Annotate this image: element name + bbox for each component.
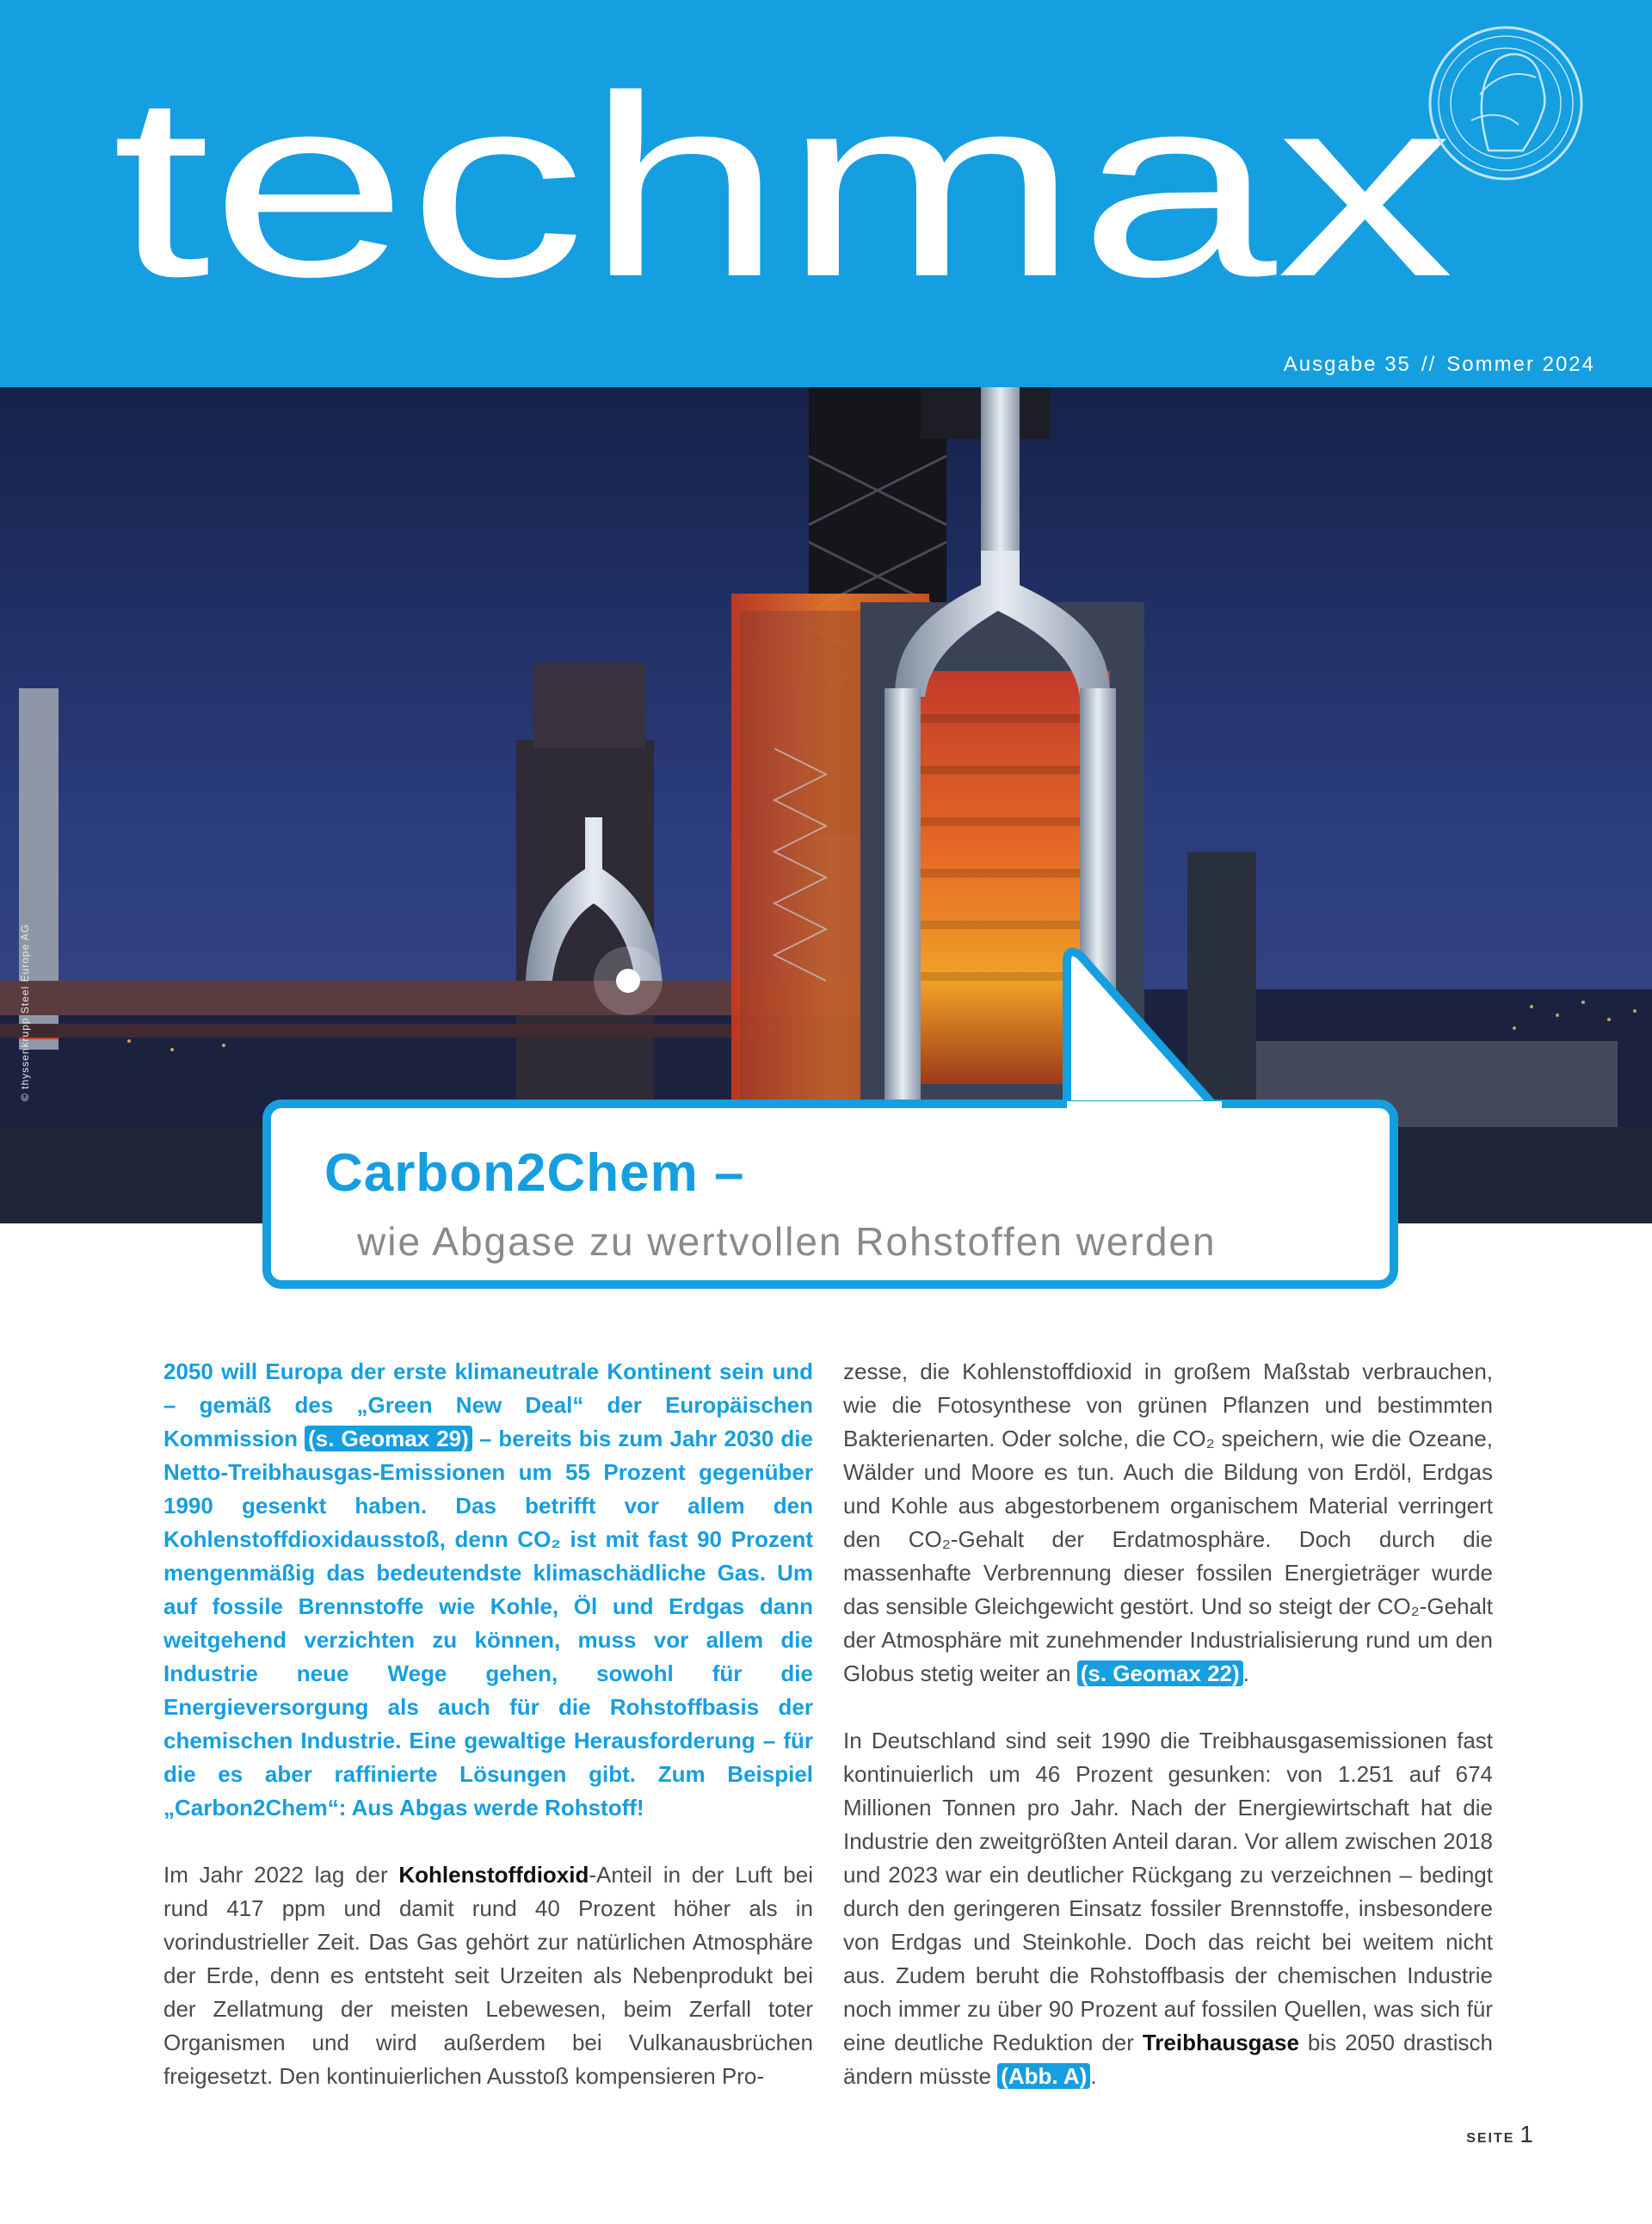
text-column-right	[843, 1355, 1493, 2127]
p1-text-a: Im Jahr 2022 lag der	[163, 1862, 399, 1888]
page-number: 1	[1519, 2121, 1533, 2147]
p2-text-a: zesse, die Kohlenstoffdioxid in großem Maßstab verbrauchen, wie die Fotosynthese von grünen Pflanzen und bestimmten Bakterienarten. Oder solche, die CO₂ speichern, wie die Ozeane, Wälder und Moore es tun. Auch die Bildung von Erdöl, Erdgas und Kohle aus abgestorbenem organischem Material verringert den CO₂-Gehalt der Erdatmosphäre. Doch durch die massenhafte Verbrennung dieser fossilen Energieträger wurde das sensible Gleichgewicht gestört. Und so steigt der CO₂-Gehalt der Atmosphäre mit zunehmender Industrialisierung rund um den Globus stetig weiter an	[843, 1358, 1493, 1686]
body-paragraph-2	[843, 1355, 1493, 1691]
figure-a-link[interactable]: (Abb. A)	[997, 2063, 1090, 2089]
title-callout	[262, 1100, 1398, 1289]
issue-separator: //	[1421, 353, 1437, 376]
lead-text-1: 2050 will Europa der erste klimaneutrale Kontinent sein und – gemäß des „Green New Deal“ der Europäischen Kommission	[163, 1358, 813, 1451]
body-paragraph-1	[163, 1858, 813, 2093]
photo-credit: © thyssenkrupp Steel Europe AG	[19, 923, 31, 1101]
lead-paragraph	[163, 1355, 813, 1825]
p3-text-c: .	[1090, 2063, 1097, 2089]
p3-text-b: bis 2050 drastisch ändern müsste	[843, 2030, 1493, 2089]
p2-text-b: .	[1242, 1660, 1249, 1686]
p1-keyword: Kohlenstoffdioxid	[398, 1862, 589, 1888]
geomax-29-link[interactable]: (s. Geomax 29)	[305, 1426, 472, 1451]
p1-text-b: -Anteil in der Luft bei rund 417 ppm und damit rund 40 Prozent höher als in vorindustrieller Zeit. Das Gas gehört zur natürlichen Atmosphäre der Erde, denn es entsteht seit Urzeiten als Nebenprodukt bei der Zellatmung der meisten Lebewesen, beim Zerfall toter Organismen und wird außerdem bei Vulkanausbrüchen freigesetzt. Den kontinuierlichen Ausstoß kompensieren Pro-	[163, 1862, 813, 2089]
page-title: Carbon2Chem –	[324, 1143, 745, 1203]
p3-text-a: In Deutschland sind seit 1990 die Treibhausgasemissionen fast kontinuierlich um 46 Prozent gesunken: von 1.251 auf 674 Millionen Tonnen pro Jahr. Nach der Energiewirtschaft hat die Industrie den zweitgrößten Anteil daran. Vor allem zwischen 2018 und 2023 war ein deutlicher Rückgang zu verzeichnen – bedingt durch den geringeren Einsatz fossiler Brennstoffe, insbesondere von Erdgas und Steinkohle. Doch das reicht bei weitem nicht aus. Zudem beruht die Rohstoffbasis der chemischen Industrie noch immer zu über 90 Prozent auf fossilen Quellen, was sich für eine deutliche Reduktion der	[843, 1728, 1493, 2055]
callout-pointer	[1041, 936, 1265, 1108]
page-label: SEITE	[1466, 2131, 1515, 2146]
geomax-22-link[interactable]: (s. Geomax 22)	[1077, 1660, 1243, 1686]
text-column-left	[163, 1355, 813, 2127]
steelworks-illustration	[0, 387, 1652, 1223]
masthead	[0, 0, 1652, 387]
page-subtitle: wie Abgase zu wertvollen Rohstoffen werden	[357, 1219, 1217, 1264]
page-footer	[1466, 2121, 1533, 2148]
issue-info	[1284, 353, 1595, 377]
p3-keyword: Treibhausgase	[1142, 2030, 1299, 2055]
issue-label: Ausgabe 35	[1283, 353, 1411, 376]
lead-text-2: – bereits bis zum Jahr 2030 die Netto-Treibhausgas-Emissionen um 55 Prozent gegenüber 1990 gesenkt haben. Das betrifft vor allem den Kohlenstoffdioxidausstoß, denn CO₂ ist mit fast 90 Prozent mengenmäßig das bedeutendste klimaschädliche Gas. Um auf fossile Brennstoffe wie Kohle, Öl und Erdgas dann weitgehend verzichten zu können, muss vor allem die Industrie neue Wege gehen, sowohl für die Energieversorgung als auch für die Rohstoffbasis der chemischen Industrie. Eine gewaltige Herausforderung – für die es aber raffinierte Lösungen gibt. Zum Beispiel „Carbon2Chem“: Aus Abgas werde Rohstoff!	[163, 1426, 813, 1820]
logo-text: techmax	[112, 41, 1454, 330]
cover-photo	[0, 387, 1652, 1223]
masthead-logo	[0, 0, 1652, 387]
body-paragraph-3	[843, 1724, 1493, 2093]
issue-season: Sommer 2024	[1446, 353, 1595, 376]
